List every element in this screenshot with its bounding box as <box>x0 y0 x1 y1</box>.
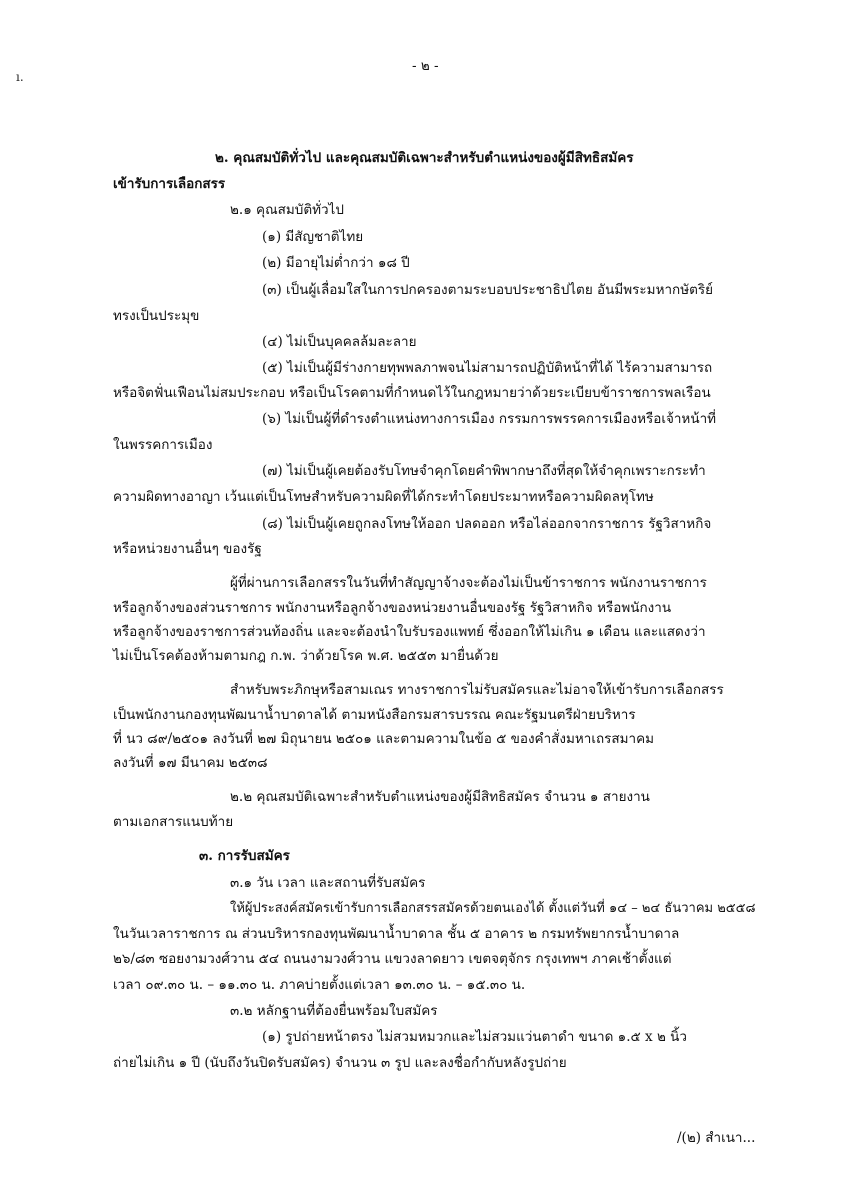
subsection-3-2: ๓.๒ หลักฐานที่ต้องยื่นพร้อมใบสมัคร <box>230 1003 438 1019</box>
page-footer-continuation: /(๒) สำเนา... <box>677 1130 756 1146</box>
section-2-heading: ๒. คุณสมบัติทั่วไป และคุณสมบัติเฉพาะสำหรับตำแหน่งของผู้มีสิทธิสมัคร <box>215 150 634 166</box>
subsection-2-2: ๒.๒ คุณสมบัติเฉพาะสำหรับตำแหน่งของผู้มีสิทธิสมัคร จำนวน ๑ สายงาน <box>230 789 650 805</box>
item-3: (๓) เป็นผู้เลื่อมใสในการปกครองตามระบอบประชาธิปไตย อันมีพระมหากษัตริย์ <box>262 282 714 298</box>
subsection-2-2-cont: ตามเอกสารแนบท้าย <box>113 814 234 830</box>
section-2-heading-cont: เข้ารับการเลือกสรร <box>113 176 226 192</box>
para-employment: ผู้ที่ผ่านการเลือกสรรในวันที่ทำสัญญาจ้างจะต้องไม่เป็นข้าราชการ พนักงานราชการ <box>230 575 707 591</box>
subsection-2-1: ๒.๑ คุณสมบัติทั่วไป <box>230 202 344 218</box>
subsection-3-1: ๓.๑ วัน เวลา และสถานที่รับสมัคร <box>230 875 426 891</box>
item-2: (๒) มีอายุไม่ต่ำกว่า ๑๘ ปี <box>262 255 410 271</box>
page-number: - ๒ - <box>412 58 439 74</box>
para-monk-4: ลงวันที่ ๑๗ มีนาคม ๒๕๓๘ <box>113 755 268 771</box>
para-employment-4: ไม่เป็นโรคต้องห้ามตามกฎ ก.พ. ว่าด้วยโรค พ.ศ. ๒๕๕๓ มายื่นด้วย <box>113 648 499 664</box>
item-8-cont: หรือหน่วยงานอื่นๆ ของรัฐ <box>113 541 262 557</box>
item-4: (๔) ไม่เป็นบุคคลล้มละลาย <box>262 334 417 350</box>
para-monk-3: ที่ นว ๘๙/๒๕๐๑ ลงวันที่ ๒๗ มิถุนายน ๒๕๐๑ และตามความในข้อ ๕ ของคำสั่งมหาเถรสมาคม <box>113 731 655 747</box>
para-monk: สำหรับพระภิกษุหรือสามเณร ทางราชการไม่รับสมัครและไม่อาจให้เข้ารับการเลือกสรร <box>230 682 724 698</box>
item-7: (๗) ไม่เป็นผู้เคยต้องรับโทษจำคุกโดยคำพิพากษาถึงที่สุดให้จำคุกเพราะกระทำ <box>262 463 706 479</box>
item-3-cont: ทรงเป็นประมุข <box>113 308 200 324</box>
item-5-cont: หรือจิตฟั่นเฟือนไม่สมประกอบ หรือเป็นโรคตามที่กำหนดไว้ในกฎหมายว่าด้วยระเบียบข้าราชการพลเรือน <box>113 385 711 401</box>
para-monk-2: เป็นพนักงานกองทุนพัฒนาน้ำบาดาลได้ ตามหนังสือกรมสารบรรณ คณะรัฐมนตรีฝ่ายบริหาร <box>113 707 636 723</box>
item-8: (๘) ไม่เป็นผู้เคยถูกลงโทษให้ออก ปลดออก หรือไล่ออกจากราชการ รัฐวิสาหกิจ <box>262 516 712 532</box>
item-7-cont: ความผิดทางอาญา เว้นแต่เป็นโทษสำหรับความผิดที่ได้กระทำโดยประมาทหรือความผิดลหุโทษ <box>113 489 654 505</box>
section-3-heading: ๓. การรับสมัคร <box>199 848 290 864</box>
para-employment-3: หรือลูกจ้างของราชการส่วนท้องถิ่น และจะต้องนำใบรับรองแพทย์ ซึ่งออกให้ไม่เกิน ๑ เดือน และแสดงว่า <box>113 624 706 640</box>
doc-item-1: (๑) รูปถ่ายหน้าตรง ไม่สวมหมวกและไม่สวมแว่นตาดำ ขนาด ๑.๕ x ๒ นิ้ว <box>262 1029 687 1045</box>
item-1: (๑) มีสัญชาติไทย <box>262 229 364 245</box>
para-apply: ให้ผู้ประสงค์สมัครเข้ารับการเลือกสรรสมัครด้วยตนเองได้ ตั้งแต่วันที่ ๑๔ – ๒๔ ธันวาคม ๒๕๕๘ <box>230 901 756 916</box>
doc-item-1-cont: ถ่ายไม่เกิน ๑ ปี (นับถึงวันปิดรับสมัคร) จำนวน ๓ รูป และลงชื่อกำกับหลังรูปถ่าย <box>113 1055 567 1071</box>
item-6-cont: ในพรรคการเมือง <box>113 437 213 453</box>
corner-mark: ı. <box>16 70 24 84</box>
item-6: (๖) ไม่เป็นผู้ที่ดำรงตำแหน่งทางการเมือง กรรมการพรรคการเมืองหรือเจ้าหน้าที่ <box>262 411 717 427</box>
para-apply-3: ๒๖/๘๓ ซอยงามวงศ์วาน ๕๔ ถนนงามวงศ์วาน แขวงลาดยาว เขตจตุจักร กรุงเทพฯ ภาคเช้าตั้งแต่ <box>113 951 672 967</box>
para-employment-2: หรือลูกจ้างของส่วนราชการ พนักงานหรือลูกจ้างของหน่วยงานอื่นของรัฐ รัฐวิสาหกิจ หรือพนักงาน <box>113 600 672 616</box>
para-apply-4: เวลา ๐๙.๓๐ น. – ๑๑.๓๐ น. ภาคบ่ายตั้งแต่เวลา ๑๓.๓๐ น. – ๑๕.๓๐ น. <box>113 977 526 993</box>
para-apply-2: ในวันเวลาราชการ ณ ส่วนบริหารกองทุนพัฒนาน้ำบาดาล ชั้น ๕ อาคาร ๒ กรมทรัพยากรน้ำบาดาล <box>113 926 680 942</box>
item-5: (๕) ไม่เป็นผู้มีร่างกายทุพพลภาพจนไม่สามารถปฏิบัติหน้าที่ได้ ไร้ความสามารถ <box>262 360 713 376</box>
